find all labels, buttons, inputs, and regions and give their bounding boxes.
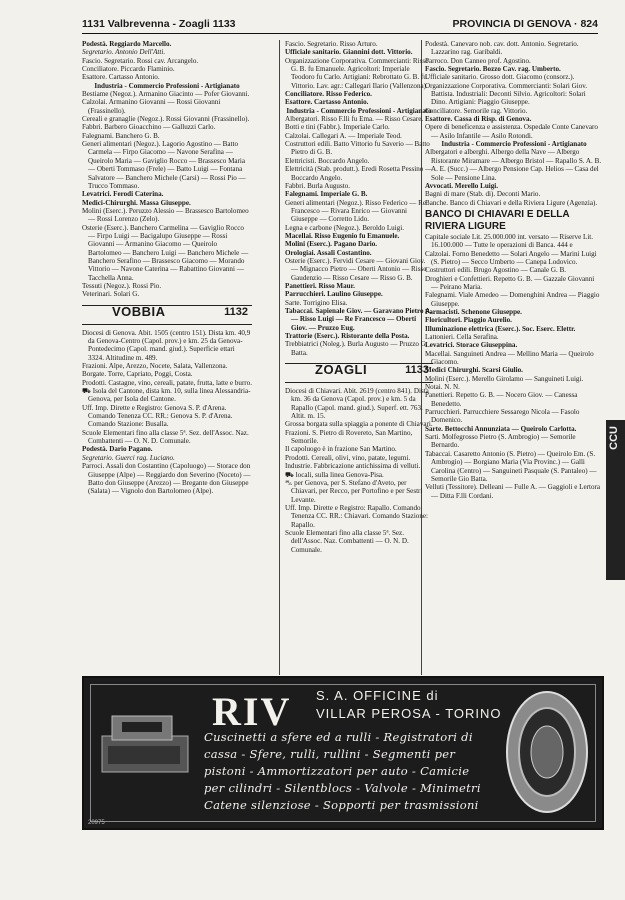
c2-town-line: Uff. Imp. Dirette e Registro: Rapallo. Comando Tenenza CC. RR.: Chiavari. Comando Stazione: Rapallo. <box>285 503 429 529</box>
c3-entry: Illuminazione elettrica (Eserc.). Soc. Eserc. Elettr. <box>425 324 576 333</box>
c3-line: Fascio. Segretario. Bozzo Cav. rag. Umberto. <box>425 65 561 74</box>
c1-town-line: Prodotti. Castagne, vino, cereali, patate, frutta, latte e burro. <box>82 378 252 387</box>
c2-town-line <box>285 471 433 479</box>
c1-entry: Veterinari. Solari G. <box>82 290 140 299</box>
c1-entry: Fabbri. Barbero Gioacchino — Galluzzi Carlo. <box>82 123 216 132</box>
c2-entry: Molini (Eserc.). Pagano Dario. <box>285 240 378 249</box>
c3-entry: Costruttori edili. Brugo Agostino — Canale G. B. <box>425 266 567 275</box>
c2-line: Esattore. Cartasso Antonio. <box>285 98 369 107</box>
c3-entry: Lattonieri. Cella Serafina. <box>425 333 499 341</box>
c3-entry: Farmacisti. Schenone Giuseppe. <box>425 307 522 316</box>
c3-entry: Panettieri. Repetto G. B. — Nocero Giov. — Canessa Benedetto. <box>425 391 578 408</box>
header-right: PROVINCIA DI GENOVA · 824 <box>452 18 598 30</box>
c3-line: Conciliatore. Semorile rag. Vittorio. <box>425 106 528 115</box>
c2-line: Organizzazione Corporativa. Commercianti: Risso G. B. fu Emanuele. Agricoltori: Imperiale Teodoro fu Carlo. Artigiani: Rebrottato G. B. fu Vittorio. Lav. agr.: Callegari Ilario (Vallenzona). <box>285 56 429 90</box>
c1-town-line: Borgate. Torre, Capriato, Poggi, Costa. <box>82 370 193 379</box>
c3-entry: Notai. N. N. <box>425 383 460 392</box>
c1-entry: Calzolai. Armanino Giovanni — Rossi Giovanni (Frassinello). <box>82 98 221 115</box>
c1-town-line: Frazioni. Alpe, Arezzo, Nocete, Salata, Vallenzona. <box>82 362 228 371</box>
c2-entry: Generi alimentari (Negoz.). Risso Federico — Re Francesco — Rivara Enrico — Giovanni Giuseppe — Corretto Lido. <box>285 198 427 224</box>
town-heading-vobbia <box>82 305 252 325</box>
ad-code: 20975 <box>88 820 105 826</box>
c2-line: Ufficiale sanitario. Giannini dott. Vittorio. <box>285 48 413 57</box>
c3-entry: Tabaccai. Casaretto Antonio (S. Pietro) — Queirolo Em. (S. Ambrogio) — Borgiano Maria (Via Provinc.) — Galli Carolina (Centro) — Sanguineti Pasquale (S. Pantaleo) — Semorile Gio Batta. <box>425 449 597 483</box>
c1-line: Fascio. Segretario. Rossi cav. Arcangelo. <box>82 56 199 65</box>
c1-entry: Generi alimentari (Negoz.). Lagorio Agostino — Batto Carmela — Firpo Giacomo — Navone Serafina — Queirolo Maria — Gaviglio Rocco — Brassesco Maria — Oberti Tommaso (Frele) — Batto Luigi — Fontana Salvatore — Banchero Michele (Carsi) — Rossi Pio — Trucco Tommaso. <box>82 140 246 190</box>
c3-line: Ufficiale sanitario. Grosso dott. Giacomo (consorz.). <box>425 73 575 82</box>
c2-section-heading: Industria - Commercio Professioni - Artigianato <box>286 106 432 115</box>
c2-entry: Trebbiatrici (Noleg.). Burla Augusto — Pruzzo G. Batta. <box>285 340 428 357</box>
c2-town-line: Frazioni. S. Pietro di Rovereto, San Martino, Semorile. <box>285 428 413 446</box>
c2-entry: Parrucchieri. Laulino Giuseppe. <box>285 290 383 299</box>
banco-text: Capitale sociale Lit. 25.000.000 int. versato — Riserve Lit. 16.100.000 — Tutte le operazioni di Banca. 444 e <box>425 232 594 250</box>
ad-line: Catene silenziose - Sopporti per trasmissioni <box>204 798 479 812</box>
c3-entry: Albergatori e alberghi. Albergo della Nave — Albergo Ristorante Miramare — Albergo Bristol — Rapallo S. A. B. A. E. (Succ.) — Albergo Pensione Cap. Helios — Casa del Sole — Pensione Lina. <box>425 148 602 182</box>
column-1 <box>82 40 252 674</box>
cash-register-illustration <box>98 706 193 776</box>
c1-town-line-text: Isola del Cantone, dista km. 10, sulla linea Alessandria-Genova, per Isola del Cantone. <box>88 387 251 404</box>
c3-entry: Parrucchieri. Parrucchiere Sessarego Nicola — Fasolo Domenico. <box>425 408 580 425</box>
c2-town-line: Il capoluogo è in frazione San Martino. <box>285 445 397 454</box>
c1-town-line: Segretario. Guerci rag. Luciano. <box>82 453 175 462</box>
c1-entry: Bestiame (Negoz.). Armanino Giacinto — Pofer Giovanni. <box>82 90 250 99</box>
c1-town-line: Parroci. Assali don Costantino (Capoluogo) — Storace don Giuseppe (Alpe) — Reggiardo don Severino (Noceto) — Batto don Giuseppe (Arezzo) — Bregante don Giuseppe (Salata) — Vignolo don Bartolomeo (Alpe). <box>82 462 251 496</box>
c1-entry: Osterie (Eserc.). Banchero Carmelina — Gaviglio Rocco — Firpo Luigi — Bacigalupo Giuseppe — Rossi Giovanni — Armanino Giacomo — Queirolo Bartolomeo — Banchero Luigi — Banchero Michele — Banchero Serafino — Brassesco Giacomo — Morando Vittorio — Navone Caterina — Rabattino Giovanni — Tacchella Anna. <box>82 223 249 282</box>
c1-entry: Tessuti (Negoz.). Rossi Pio. <box>82 281 162 290</box>
ad-line: cassa - Sfere, rulli, rullini - Segmenti per <box>204 747 456 761</box>
ad-location: VILLAR PEROSA - TORINO <box>316 706 502 721</box>
c2-entry: Tabaccai. Sapienale Giov. — Garavano Pietro A. — Risso Luigi — Re Francesco — Oberti Giov. — Pruzzo Eug. <box>285 307 432 332</box>
c3-line: Podestà. Canevaro nob. cav. dott. Antonio. Segretario. Lazzarino rag. Garibaldi. <box>425 40 579 57</box>
column-3 <box>425 40 603 674</box>
c3-entry: Bagni di mare (Stab. di). Deconti Mario. <box>425 190 541 199</box>
c1-town-line: Uff. Imp. Dirette e Registro: Genova S. P. d'Arena. Comando Tenenza CC. RR.: Genova S. P. d'Arena. Comando Stazione: Busalla. <box>82 403 233 429</box>
c2-entry: Trattorie (Eserc.). Ristorante della Posta. <box>285 332 410 341</box>
c2-entry: Albergatori. Risso F.lli fu Ema. — Risso Cesare. <box>285 115 424 124</box>
c3-line: Opere di beneficenza e assistenza. Ospedale Conte Canevaro — Asilo Infantile — Asilo Rotondi. <box>425 123 598 140</box>
c1-entry: Cereali e granaglie (Negoz.). Rossi Giovanni (Frassinello). <box>82 115 250 124</box>
ad-line: Cuscinetti a sfere ed a rulli - Registratori di <box>204 730 473 744</box>
c3-entry: Levatrici. Storace Giuseppina. <box>425 341 518 350</box>
train-icon: ⛟ <box>285 470 296 479</box>
c3-section-heading: Industria - Commercio Professioni - Artigianato <box>441 140 587 149</box>
c1-section-heading: Industria - Commercio Professioni - Artigianato <box>94 81 240 90</box>
c2-entry: Calzolai. Callegari A. — Imperiale Teod. <box>285 131 402 140</box>
c2-town-line: Scuole Elementari fino alla classe 5ª. Sez. dell'Assoc. Naz. Combattenti — O. N. D. Comunale. <box>285 528 409 554</box>
town-name: ZOAGLI <box>315 362 368 378</box>
c2-entry: Botti e tini (Fabbr.). Imperiale Carlo. <box>285 123 390 132</box>
train-icon: ⛟ <box>82 387 93 396</box>
riv-advertisement <box>82 676 604 830</box>
side-strip-text: CCU <box>608 426 620 450</box>
c1-line: Segretario. Antonio Dell'Atti. <box>82 48 166 57</box>
c2-entry: Costruttori edili. Batto Vittorio fu Saverio — Batto Pietro di G. B. <box>285 140 430 157</box>
town-page: 1133 <box>405 364 429 377</box>
header-left: 1131 Valbrevenna - Zoagli 1133 <box>82 18 236 30</box>
c3-line: Organizzazione Corporativa. Commercianti: Solari Giov. Battista. Industriali: Deconti Silvio. Agricoltori: Solari Dino. Artigiani: Piaggio Giuseppe. <box>425 81 588 107</box>
c2-entry: Panettieri. Risso Maur. <box>285 281 355 290</box>
c1-entry: Falegnami. Banchero G. B. <box>82 131 160 140</box>
town-heading-zoagli <box>285 363 433 383</box>
c1-entry: Levatrici. Ferodi Caterina. <box>82 190 164 199</box>
town-page: 1132 <box>224 305 248 318</box>
c3-entry: Calzolai. Forno Benedetto — Solari Angelo — Marini Luigi (S. Pietro) — Secco Umberto — Canepa Lodovico. <box>425 249 597 266</box>
column-2 <box>285 40 433 674</box>
c2-entry: Legna e carbone (Negoz.). Beroldo Luigi. <box>285 223 404 232</box>
c2-town-line: Diocesi di Chiavari. Abit. 2619 (centro 841). Dista km. 36 da Genova (Capol. prov.) e km. 5 da Rapallo (Capol. mand. giud.). Superf. ett. 763. Altit. m. 15. <box>285 387 429 421</box>
c1-town-line: Podestà. Dario Pagano. <box>82 445 153 454</box>
header-rule <box>82 33 598 34</box>
c2-town-line: Grossa borgata sulla spiaggia a ponente di Chiavari. <box>285 420 433 429</box>
c2-line: Conciliatore. Risso Federico. <box>285 90 372 99</box>
c2-town-line: Industrie. Fabbricazione antichissima di velluti. <box>285 462 421 471</box>
c1-line: Conciliatore. Piccardo Flaminio. <box>82 65 175 74</box>
c3-entry: Banche. Banco di Chiavari e della Riviera Ligure (Agenzia). <box>425 198 598 207</box>
c3-entry: Medici Chirurghi. Scarsi Giulio. <box>425 366 523 375</box>
c2-entry: Orologiai. Assali Costantino. <box>285 248 372 257</box>
c1-town-line: Diocesi di Genova. Abit. 1505 (centro 151). Dista km. 40,9 da Genova-Centro (Capol. prov.) e km. 25 da Genova-Pontedecimo (Capol. mand. giud.). Superficie ettari 3324. Altitudine m. 489. <box>82 328 251 362</box>
c2-entry: Macellai. Risso Eugenio fu Emanuele. <box>285 231 400 240</box>
c1-town-line: Scuole Elementari fino alla classe 5ª. Sez. dell'Assoc. Naz. Combattenti — O. N. D. Comunale. <box>82 428 249 446</box>
ad-brand: RIV <box>212 689 292 734</box>
column-divider-1 <box>279 40 280 675</box>
c3-entry: Droghieri e Confettieri. Repetto G. B. — Gazzale Giovanni — Peirano Maria. <box>425 274 595 291</box>
c3-entry: Velluti (Tessitore). Delleani — Fulle A. — Gaggioli e Lertora — Ditta F.lli Cordani. <box>425 483 601 500</box>
side-advert-strip <box>606 420 625 580</box>
town-name: VOBBIA <box>112 303 166 319</box>
c1-line: Esattore. Cartasso Antonio. <box>82 73 160 82</box>
c2-entry: Elettricità (Stab. produtt.). Eredi Rosetta Pessino — Boccardo Angelo. <box>285 165 433 182</box>
c3-entry: Macellai. Sanguineti Andrea — Mellino Maria — Queirolo Giacomo. <box>425 349 594 367</box>
ad-line: pistoni - Ammortizzatori per auto - Camicie <box>204 764 470 778</box>
c2-line: Fascio. Segretario. Risso Arturo. <box>285 40 378 48</box>
c3-entry: Floricultori. Piaggio Aurelio. <box>425 316 512 325</box>
c2-entry: Falegnami. Imperiale G. B. <box>285 190 368 199</box>
c2-town-line-text: per Genova, per S. Stefano d'Aveto, per Chiavari, per Recco, per Portofino e per Sestri Levante. <box>291 478 423 504</box>
ball-bearing-illustration <box>500 686 594 818</box>
bus-icon: ⛍ <box>285 478 295 487</box>
c1-entry: Medici-Chirurghi. Massa Giuseppe. <box>82 198 191 207</box>
c2-entry: Sarte. Torrigino Elisa. <box>285 298 348 307</box>
c2-town-line <box>285 479 433 504</box>
c3-entry: Molini (Eserc.). Merello Girolamo — Sanguineti Luigi. <box>425 374 584 383</box>
c1-town-line <box>82 387 252 404</box>
c2-town-line: Prodotti. Cereali, olivi, vino, patate, legumi. <box>285 453 411 462</box>
c3-entry: Sarte. Bettocchi Annunziata — Queirolo Carlotta. <box>425 424 577 433</box>
c2-entry: Osterie (Eserc.). Fervidi Cesare — Giovani Giov. — Mignacco Pietro — Oberti Antonio — Risso Gaudenzio — Risso Cesare — Risso G. B. <box>285 256 427 282</box>
c2-entry: Fabbri. Burla Augusto. <box>285 181 351 190</box>
c2-town-line-text: locali, sulla linea Genova-Pisa. <box>295 470 384 479</box>
c3-entry: Sarti. Molfegrosso Pietro (S. Ambrogio) — Semorile Bernardo. <box>425 433 576 450</box>
c1-entry: Molini (Eserc.). Peruzzo Alessio — Brassesco Bartolomeo — Rossi Lorenzo (Zelo). <box>82 206 249 224</box>
c3-entry: Avvocati. Merello Luigi. <box>425 181 499 190</box>
c3-line: Esattore. Cassa di Risp. di Genova. <box>425 115 532 124</box>
c3-entry: Falegnami. Viale Amedeo — Domenghini Andrea — Piaggio Giuseppe. <box>425 291 600 308</box>
ad-company: S. A. OFFICINE di <box>316 688 439 703</box>
c2-entry: Elettricisti. Boccardo Angelo. <box>285 156 370 165</box>
c1-line: Podestà. Reggiardo Marcello. <box>82 40 172 48</box>
page-header <box>82 16 598 34</box>
banco-heading: BANCO DI CHIAVARI E DELLA RIVIERA LIGURE <box>425 208 570 232</box>
ad-line: per cilindri - Silentblocs - Valvole - Minimetri <box>204 781 481 795</box>
c3-line: Parroco. Don Canneo prof. Agostino. <box>425 56 531 65</box>
